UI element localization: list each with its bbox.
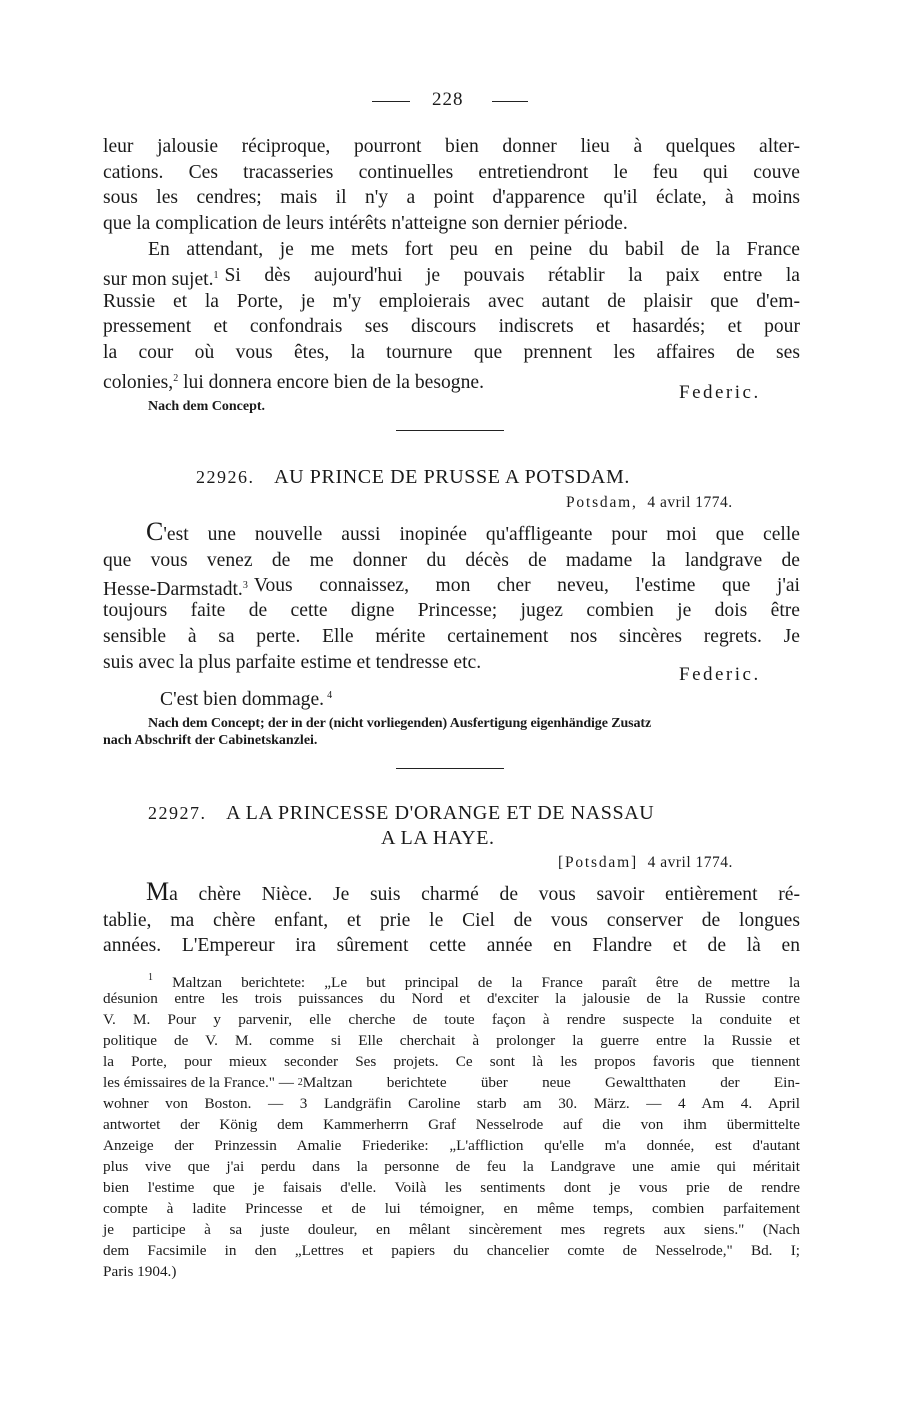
body-line: cations. Ces tracasseries continuelles entretiendront le feu qui couve <box>103 162 800 183</box>
initial-letter: M <box>146 877 170 906</box>
letter-number: 22927. <box>148 803 207 823</box>
text-fragment: lui donnera encore bien de la besogne. <box>178 372 484 393</box>
footnote-marker: 3 <box>242 580 248 591</box>
body-line-with-note <box>103 264 800 292</box>
source-note: nach Abschrift der Cabinetskanzlei. <box>103 733 318 748</box>
footnote-marker: 2 <box>297 1077 303 1088</box>
footnote-marker: 1 <box>213 270 219 281</box>
body-line: toujours faite de cette digne Princesse; jugez combien je dois être <box>103 600 800 621</box>
text-fragment: Vous connaissez, mon cher neveu, l'estime que j'ai <box>253 575 800 596</box>
footnote-line <box>103 1073 800 1094</box>
text-fragment: C'est bien dommage. <box>160 689 325 710</box>
body-line: En attendant, je me mets fort peu en peine du babil de la France <box>148 239 800 260</box>
header-rule-right <box>492 101 528 102</box>
text-fragment: Maltzan berichtete: „Le but principal de la France paraît être de mettre la <box>172 974 801 991</box>
postscript <box>160 684 332 712</box>
footnote-line: politique de V. M. comme si Elle cherchait à prolonger la guerre entre la Russie et <box>103 1032 800 1049</box>
body-line: que vous venez de me donner du décès de madame la landgrave de <box>103 550 800 571</box>
footnote-marker: 4 <box>327 690 333 701</box>
body-line: la cour où vous êtes, la tournure que prennent les affaires de ses <box>103 342 800 363</box>
letter-number: 22926. <box>196 467 255 487</box>
body-line: suis avec la plus parfaite estime et tendresse etc. <box>103 652 482 673</box>
footnote-marker: 2 <box>173 373 179 384</box>
letter-heading-line2: A LA HAYE. <box>381 827 495 849</box>
text-fragment: Hesse-Darmstadt. <box>103 579 243 600</box>
letter-place: [Potsdam] <box>558 854 638 871</box>
footnote-line: wohner von Boston. — 3 Landgräfin Caroline starb am 30. März. — 4 Am 4. April <box>103 1095 800 1112</box>
footnote-line: V. M. Pour y parvenir, elle cherche de toute façon à rendre suspecte la conduite et <box>103 1011 800 1028</box>
text-fragment <box>103 574 248 602</box>
footnote-line: antwortet der König dem Kammerherrn Graf Nesselrode auf die von ihm übermittelte <box>103 1116 800 1133</box>
text-fragment: les émissaires de la France." — <box>103 1074 298 1091</box>
text-fragment: Maltzan berichtete über neue Gewaltthaten der Ein- <box>302 1074 800 1091</box>
letter-date: 4 avril 1774. <box>647 854 733 871</box>
body-line <box>146 877 800 907</box>
body-line: leur jalousie réciproque, pourront bien donner lieu à quelques alter- <box>103 136 800 157</box>
page-number: 228 <box>432 89 464 110</box>
footnote-line: bien l'estime que je faisais d'elle. Voilà les sentiments dont je vous prie de rendre <box>103 1179 800 1196</box>
initial-letter: C <box>146 517 164 546</box>
footnote-line: la Porte, pour mieux seconder Ses projets. Ce sont là les propos favoris que tiennent <box>103 1053 800 1070</box>
body-line <box>146 517 800 547</box>
letter-recipient: AU PRINCE DE PRUSSE A POTSDAM. <box>274 466 630 488</box>
footnote-line: plus vive que j'ai perdu dans la personne de feu la Landgrave une amie qui méritait <box>103 1158 800 1175</box>
signature: Federic. <box>679 382 761 403</box>
text-fragment: colonies, <box>103 372 174 393</box>
body-line: pressement et confondrais ses discours indiscrets et hasardés; et pour <box>103 316 800 337</box>
text-fragment: sur mon sujet. <box>103 269 214 290</box>
body-line: Russie et la Porte, je m'y emploierais avec autant de plaisir que d'em- <box>103 291 800 312</box>
footnote-line: je participe à sa juste douleur, en mêlant sincèrement mes regrets aux siens." (Nach <box>103 1221 800 1238</box>
source-note: Nach dem Concept. <box>148 399 266 414</box>
text-fragment: Si dès aujourd'hui je pouvais rétablir la paix entre la <box>224 265 800 286</box>
footnote-marker: 1 <box>148 972 153 983</box>
letter-heading <box>148 802 654 825</box>
body-line: années. L'Empereur ira sûrement cette année en Flandre et de là en <box>103 935 800 956</box>
letter-heading <box>196 466 630 489</box>
body-line-with-note <box>103 367 484 395</box>
body-line: que la complication de leurs intérêts n'atteigne son dernier période. <box>103 213 628 234</box>
section-divider <box>396 768 504 769</box>
letter-dateline <box>566 494 733 512</box>
body-line: sous les cendres; mais il n'y a point d'apparence qu'il éclate, à moins <box>103 187 800 208</box>
footnote-line: Anzeige der Prinzessin Amalie Friederike: „L'affliction qu'elle m'a donnée, est d'autant <box>103 1137 800 1154</box>
letter-place: Potsdam, <box>566 494 638 511</box>
text-fragment <box>103 264 218 292</box>
letter-date: 4 avril 1774. <box>647 494 733 511</box>
footnote-line: dem Facsimile in den „Lettres et papiers du chancelier comte de Nesselrode," Bd. I; <box>103 1242 800 1259</box>
text-fragment: a chère Nièce. Je suis charmé de vous savoir entièrement ré- <box>169 884 800 905</box>
body-line-with-note <box>103 574 800 602</box>
body-line: sensible à sa perte. Elle mérite certainement nos sincères regrets. Je <box>103 626 800 647</box>
letter-dateline <box>558 854 733 872</box>
source-note: Nach dem Concept; der in der (nicht vorliegenden) Ausfertigung eigenhändige Zusatz <box>148 716 652 731</box>
header-rule-left <box>372 101 410 102</box>
signature: Federic. <box>679 664 761 685</box>
text-fragment: 'est une nouvelle aussi inopinée qu'affligeante pour moi que celle <box>163 524 800 545</box>
body-line: tablie, ma chère enfant, et prie le Ciel de vous conserver de longues <box>103 910 800 931</box>
letter-recipient: A LA PRINCESSE D'ORANGE ET DE NASSAU <box>226 802 655 824</box>
section-divider <box>396 430 504 431</box>
footnote-line: Paris 1904.) <box>103 1263 177 1280</box>
footnote-line: désunion entre les trois puissances du Nord et d'exciter la jalousie de la Russie contre <box>103 990 800 1007</box>
footnote-line: compte à ladite Princesse et de lui témoigner, en même temps, combien parfaitement <box>103 1200 800 1217</box>
